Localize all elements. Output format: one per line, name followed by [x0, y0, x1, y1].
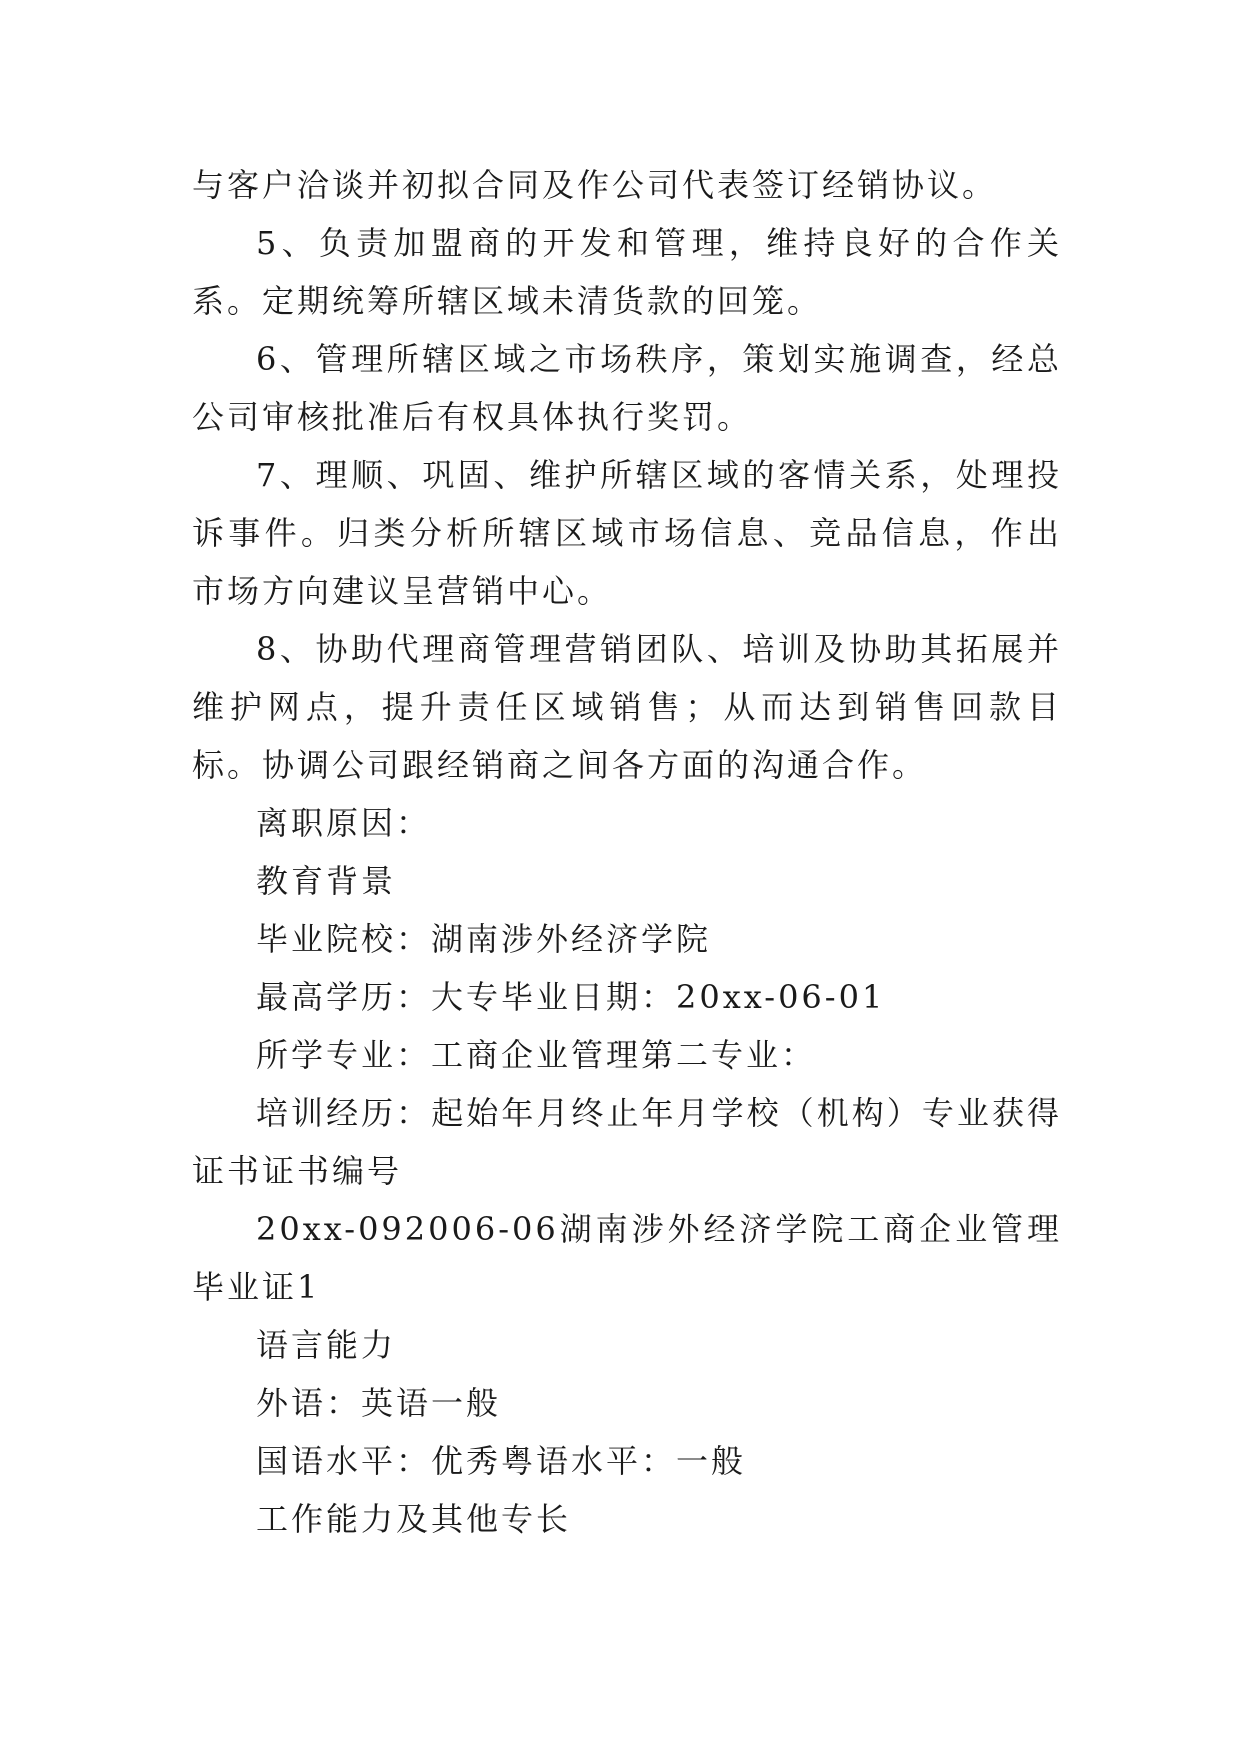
- paragraph-duty-8: 8、协助代理商管理营销团队、培训及协助其拓展并维护网点，提升责任区域销售；从而达到销售回款目标。协调公司跟经销商之间各方面的沟通合作。: [192, 630, 1062, 784]
- highest-degree: 最高学历：大专毕业日期：20xx-06-01: [256, 978, 886, 1016]
- mandarin-cantonese-level: 国语水平：优秀粤语水平：一般: [256, 1442, 747, 1480]
- leaving-reason: 离职原因：: [256, 804, 432, 842]
- graduated-school: 毕业院校：湖南涉外经济学院: [256, 920, 712, 958]
- section-heading-skills: 工作能力及其他专长: [256, 1500, 572, 1538]
- paragraph-contract-negotiation: 与客户洽谈并初拟合同及作公司代表签订经销协议。: [192, 166, 998, 204]
- section-heading-language: 语言能力: [256, 1326, 397, 1364]
- paragraph-duty-6: 6、管理所辖区域之市场秩序，策划实施调查，经总公司审核批准后有权具体执行奖罚。: [192, 340, 1062, 436]
- foreign-language: 外语：英语一般: [256, 1384, 502, 1422]
- paragraph-duty-5: 5、负责加盟商的开发和管理，维持良好的合作关系。定期统筹所辖区域未清货款的回笼。: [192, 224, 1062, 320]
- paragraph-duty-7: 7、理顺、巩固、维护所辖区域的客情关系，处理投诉事件。归类分析所辖区域市场信息、竞品信息，作出市场方向建议呈营销中心。: [192, 456, 1062, 610]
- training-history-entry: 20xx-092006-06湖南涉外经济学院工商企业管理毕业证1: [192, 1210, 1062, 1306]
- training-history-header: 培训经历：起始年月终止年月学校（机构）专业获得证书证书编号: [192, 1094, 1062, 1190]
- major: 所学专业：工商企业管理第二专业：: [256, 1036, 817, 1074]
- document-body: [192, 156, 1062, 1548]
- section-heading-education: 教育背景: [256, 862, 397, 900]
